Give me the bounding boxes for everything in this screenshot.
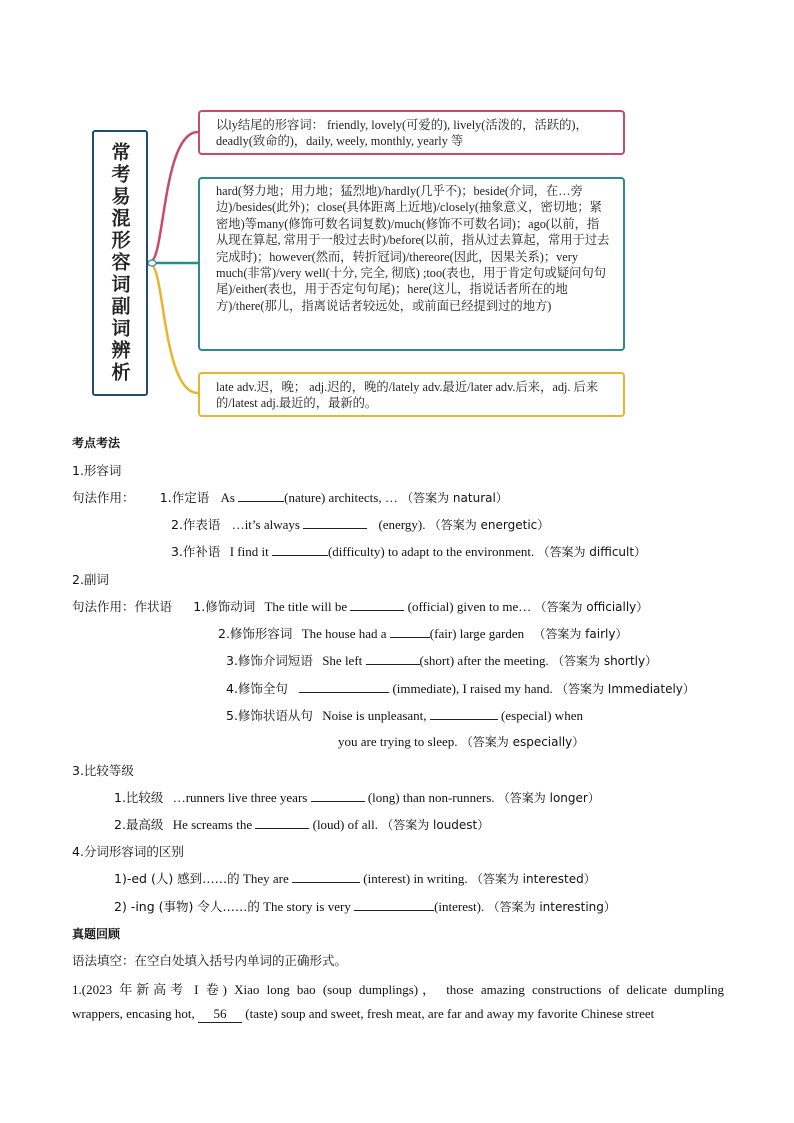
item-label: 2) -ing (事物) 令人……的 — [114, 899, 260, 914]
answer: （答案为 difficult） — [537, 545, 647, 559]
answer: （答案为 interested） — [470, 872, 596, 886]
blank[interactable] — [430, 707, 498, 720]
blank[interactable] — [354, 898, 434, 911]
answer: （答案为 longer） — [497, 791, 600, 805]
adj-heading: 1.形容词 — [72, 463, 122, 478]
adv-item-1 — [72, 597, 648, 615]
answer: （答案为 officially） — [534, 600, 649, 614]
item-pre: The title will be — [264, 599, 348, 614]
item-pre: He screams the — [172, 817, 253, 832]
item-post: (immediate), I raised my hand. — [392, 681, 553, 696]
blank[interactable] — [366, 652, 420, 665]
part-item-1 — [114, 869, 596, 887]
answer: （答案为 interesting） — [487, 900, 616, 914]
blank[interactable] — [292, 870, 360, 883]
mindmap-box-confusing-pairs: hard(努力地；用力地；猛烈地)/hardly(几乎不)；beside(介词，在…旁边)/besides(此外)；close(具体距离上近地)/closely(抽象意义，密切地；紧密地)等many(修饰可数名词复数)/much(修饰不可数名词)；ago(以前，指从现在算起, 常用于一般过去时)/before(以前，指从过去算起，常用于过去完成时)；however(然而，转折冠词)/thereore(因此，因果关系)；very much(非常)/very well(十分, 完全, 彻底) ;too(表也，用于肯定句或疑问句句尾)/either(表也，用于否定句句尾)；here(这儿，指说话者所在的地方)/there(那儿，指离说话者较远处，或前面已经提到过的地方) — [198, 177, 625, 351]
adv-item-3 — [226, 651, 657, 669]
blank[interactable] — [255, 816, 309, 829]
blank[interactable] — [299, 680, 389, 693]
item-post: (difficulty) to adapt to the environment. — [327, 544, 535, 559]
q1-pre: wrappers, encasing hot, — [72, 1006, 195, 1021]
q1-blank[interactable] — [198, 1006, 242, 1023]
item-pre: Noise is unpleasant, — [322, 708, 427, 723]
adv-heading: 2.副词 — [72, 572, 109, 587]
item-post: (especial) when — [501, 708, 583, 723]
item-post: (nature) architects, … — [284, 490, 398, 505]
item-label: 1.比较级 — [114, 790, 164, 805]
item-label: 3.作补语 — [171, 544, 221, 559]
adv-item-4 — [226, 679, 695, 697]
item-label: 1)-ed (人) 感到……的 — [114, 871, 240, 886]
blank[interactable] — [311, 789, 365, 802]
item-post: (long) than non-runners. — [367, 790, 495, 805]
answer: （答案为 natural） — [401, 491, 508, 505]
blank[interactable] — [272, 543, 328, 556]
item-label: 2.最高级 — [114, 817, 164, 832]
item-post: (fair) large garden — [429, 626, 525, 641]
section-heading-review: 真题回顾 — [72, 927, 121, 941]
item-post: (official) given to me… — [407, 599, 532, 614]
part-heading: 4.分词形容词的区别 — [72, 844, 184, 859]
item-label: 5.修饰状语从句 — [226, 708, 313, 723]
comp-item-2 — [114, 815, 489, 833]
connector-node — [148, 260, 156, 266]
q1-post: (taste) soup and sweet, fresh meat, are far and away my favorite Chinese street — [245, 1006, 655, 1021]
item-pre: The house had a — [301, 626, 387, 641]
item-post: (energy). — [378, 517, 426, 532]
mindmap-box-ly-adjectives: 以ly结尾的形容词： friendly, lovely(可爱的), lively(活泼的，活跃的)，deadly(致命的)，daily, weely, monthly, yearly 等 — [198, 110, 625, 155]
item-pre: As — [220, 490, 235, 505]
item-pre: The story is very — [263, 899, 351, 914]
continuation-text: you are trying to sleep. — [338, 734, 458, 749]
answer: （答案为 shortly） — [552, 654, 658, 668]
adj-item-2 — [171, 515, 549, 533]
item-post: (short) after the meeting. — [419, 653, 549, 668]
connector-gold — [150, 264, 198, 393]
item-label: 1.作定语 — [159, 490, 210, 505]
comp-heading: 3.比较等级 — [72, 763, 134, 778]
item-post: (loud) of all. — [312, 817, 378, 832]
item-pre: I find it — [229, 544, 269, 559]
func-label: 句法作用：作状语 — [72, 599, 173, 614]
blank[interactable] — [350, 598, 404, 611]
item-label: 4.修饰全句 — [226, 681, 288, 696]
item-label: 3.修饰介词短语 — [226, 653, 313, 668]
answer: （答案为 Immediately） — [555, 682, 695, 696]
blank[interactable] — [390, 625, 430, 638]
item-pre: …it’s always — [231, 517, 300, 532]
comp-item-1 — [114, 788, 600, 806]
func-label: 句法作用： — [72, 490, 135, 505]
item-post: (interest) in writing. — [363, 871, 468, 886]
blank[interactable] — [303, 516, 367, 529]
adj-item-3 — [171, 542, 646, 560]
answer: （答案为 especially） — [460, 735, 585, 749]
mindmap-title — [92, 130, 148, 396]
item-post: (interest). — [434, 899, 485, 914]
adv-item-5-continuation — [338, 733, 584, 750]
section-heading-kaodian: 考点考法 — [72, 436, 121, 450]
item-label: 2.作表语 — [171, 517, 221, 532]
part-item-2 — [114, 897, 616, 915]
q1-line-2 — [72, 1006, 654, 1023]
item-pre: …runners live three years — [172, 790, 308, 805]
mindmap-box-late: late adv.迟，晚； adj.迟的，晚的/lately adv.最近/later adv.后来，adj. 后来的/latest adj.最近的，最新的。 — [198, 372, 625, 417]
answer: （答案为 energetic） — [428, 518, 550, 532]
review-instruction: 语法填空：在空白处填入括号内单词的正确形式。 — [72, 953, 348, 968]
adv-item-5 — [226, 706, 583, 724]
item-pre: She left — [322, 653, 363, 668]
blank[interactable] — [238, 489, 284, 502]
adv-item-2 — [218, 624, 627, 642]
item-label: 2.修饰形容词 — [218, 626, 293, 641]
adj-item-1 — [72, 488, 508, 506]
q1-number: 56 — [213, 1006, 227, 1021]
q1-line-1: 1.(2023 年新高考 I 卷) Xiao long bao (soup dumplings)， those amazing constructions of delicate dumpling — [72, 982, 724, 997]
answer: （答案为 loudest） — [381, 818, 490, 832]
item-pre: They are — [242, 871, 289, 886]
mindmap-title-text: 常考易混形容词副词辨析 — [108, 142, 131, 384]
answer: （答案为 fairly） — [533, 627, 628, 641]
connector-pink — [150, 132, 198, 262]
item-label: 1.修饰动词 — [193, 599, 256, 614]
